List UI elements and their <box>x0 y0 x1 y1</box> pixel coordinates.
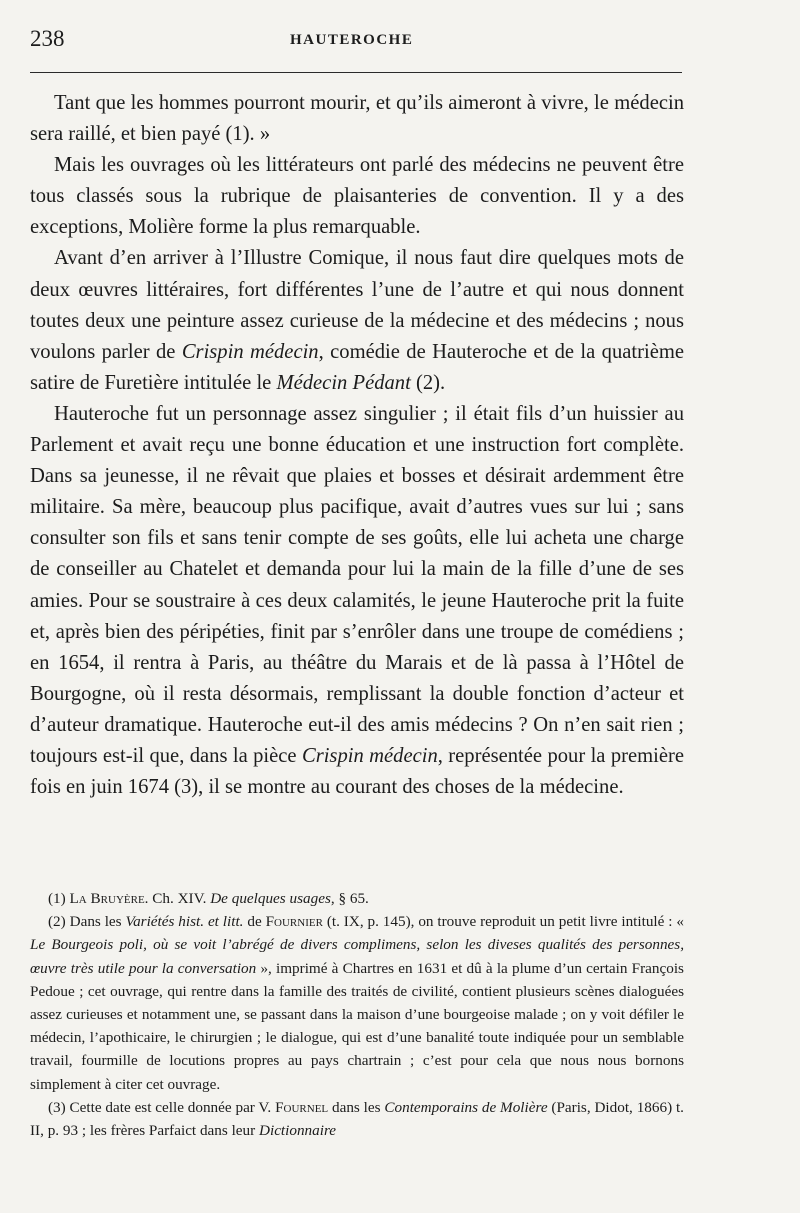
paragraph-4-text: , représentée pour la première fois en juin 1674 (3), il se montre au courant des choses de la médecine. <box>30 744 685 799</box>
footnote-text: Dans les <box>69 913 126 931</box>
footnote-text: . Ch. XIV. <box>144 890 211 907</box>
footnote-text: », imprimé à Chartres en 1631 et dû à la plume d’un certain François Pedoue ; cet ouvrage, qui rentre dans la famille des traités de civilité, contient plusieurs scènes dialoguées assez curieuses et notamment une, se passant dans la maison d’une bourgeoise malade ; on y voit défiler le médecin, l’apothicaire, le chirurgien ; le dialogue, qui est d’une banalité toute indiquée pour un semblable travail, fourmille de locutions propres au pays chartrain ; c’est pour cela que nous nous bornons simplement à citer cet ouvrage. <box>30 959 684 1093</box>
title-medecin-pedant: Médecin Pédant <box>276 371 411 394</box>
footnote-author: La Bruyère <box>69 890 145 907</box>
footnote-text: (Paris, Didot, 1866) t. II, p. 93 ; les frères Parfaict dans leur <box>30 1098 684 1140</box>
footnote-text: dans les <box>328 1098 385 1116</box>
paragraph-4 <box>30 399 684 803</box>
footnote-number: (3) <box>48 1098 70 1116</box>
paragraph-3 <box>30 243 684 398</box>
footnote-text: Cette date est celle donnée par V. <box>69 1098 276 1116</box>
title-crispin-medecin: Crispin médecin <box>301 744 438 767</box>
footnote-1 <box>30 887 684 910</box>
body-text <box>30 88 684 803</box>
footnote-author: Fournier <box>265 913 323 931</box>
page-header <box>30 26 682 56</box>
running-head: HAUTEROCHE <box>290 32 414 48</box>
footnote-title: Le Bourgeois poli, où se voit l’abrégé de divers complimens, selon les diveses qualités des personnes, œuvre très utile pour la conversation <box>30 936 684 977</box>
paragraph-3-text: , comédie de Hauteroche et de la quatrième satire de Furetière intitulée le <box>30 340 685 394</box>
footnote-title: De quelques usages <box>210 890 331 907</box>
footnote-text: de <box>243 913 266 931</box>
footnote-2 <box>30 910 684 1096</box>
footnote-text: (t. IX, p. 145), on trouve reproduit un petit livre intitulé : « <box>322 913 684 931</box>
footnote-title: Variétés hist. et litt. <box>125 913 244 931</box>
footnote-title: Contemporains de Molière <box>384 1098 548 1116</box>
footnote-title: Dictionnaire <box>259 1122 337 1140</box>
page-number: 238 <box>30 26 65 51</box>
footnote-number: (2) <box>48 913 70 931</box>
paragraph-1: Tant que les hommes pourront mourir, et qu’ils aimeront à vivre, le médecin sera raillé, et bien payé (1). » <box>30 92 684 146</box>
paragraph-2: Mais les ouvrages où les littérateurs ont parlé des médecins ne peuvent être tous classés sous la rubrique de plaisanteries de convention. Il y a des exceptions, Molière forme la plus remarquable. <box>30 154 684 239</box>
title-crispin-medecin: Crispin médecin <box>181 340 319 363</box>
paragraph-4-text: Hauteroche fut un personnage assez singulier ; il était fils d’un huissier au Parlement et avait reçu une bonne éducation et une instruction fort complète. Dans sa jeunesse, il ne rêvait que plaies et bosses et désirait ardemment être militaire. Sa mère, beaucoup plus pacifique, avait d’autres vues sur lui ; sans consulter son fils et sans tenir compte de ses goûts, elle lui acheta une charge de conseiller au Chatelet et demanda pour lui la main de la fille d’une de ses amies. Pour se soustraire à ces deux calamités, le jeune Hauteroche prit la fuite et, après bien des péripéties, finit par s’enrôler dans une troupe de comédiens ; en 1654, il rentra à Paris, au théâtre du Marais et de là passa à l’Hôtel de Bourgogne, où il resta désormais, remplissant la double fonction d’acteur et d’auteur dramatique. Hauteroche eut-il des amis médecins ? On n’en sait rien ; toujours est-il que, dans la pièce <box>30 402 684 767</box>
footnote-author: Fournel <box>275 1098 329 1116</box>
paragraph-3-text: Avant d’en arriver à l’Illustre Comique, il nous faut dire quelques mots de deux œuvres littéraires, fort différentes l’une de l’autre et qui nous donnent toutes deux une peinture assez curieuse de la médecine et des médecins ; nous voulons parler de <box>30 247 684 363</box>
paragraph-3-text: (2). <box>410 371 446 394</box>
footnote-text: , § 65. <box>330 890 369 907</box>
footnote-number: (1) <box>48 890 70 907</box>
footnote-3 <box>30 1096 684 1142</box>
header-rule <box>30 72 682 73</box>
footnotes <box>30 887 684 1142</box>
